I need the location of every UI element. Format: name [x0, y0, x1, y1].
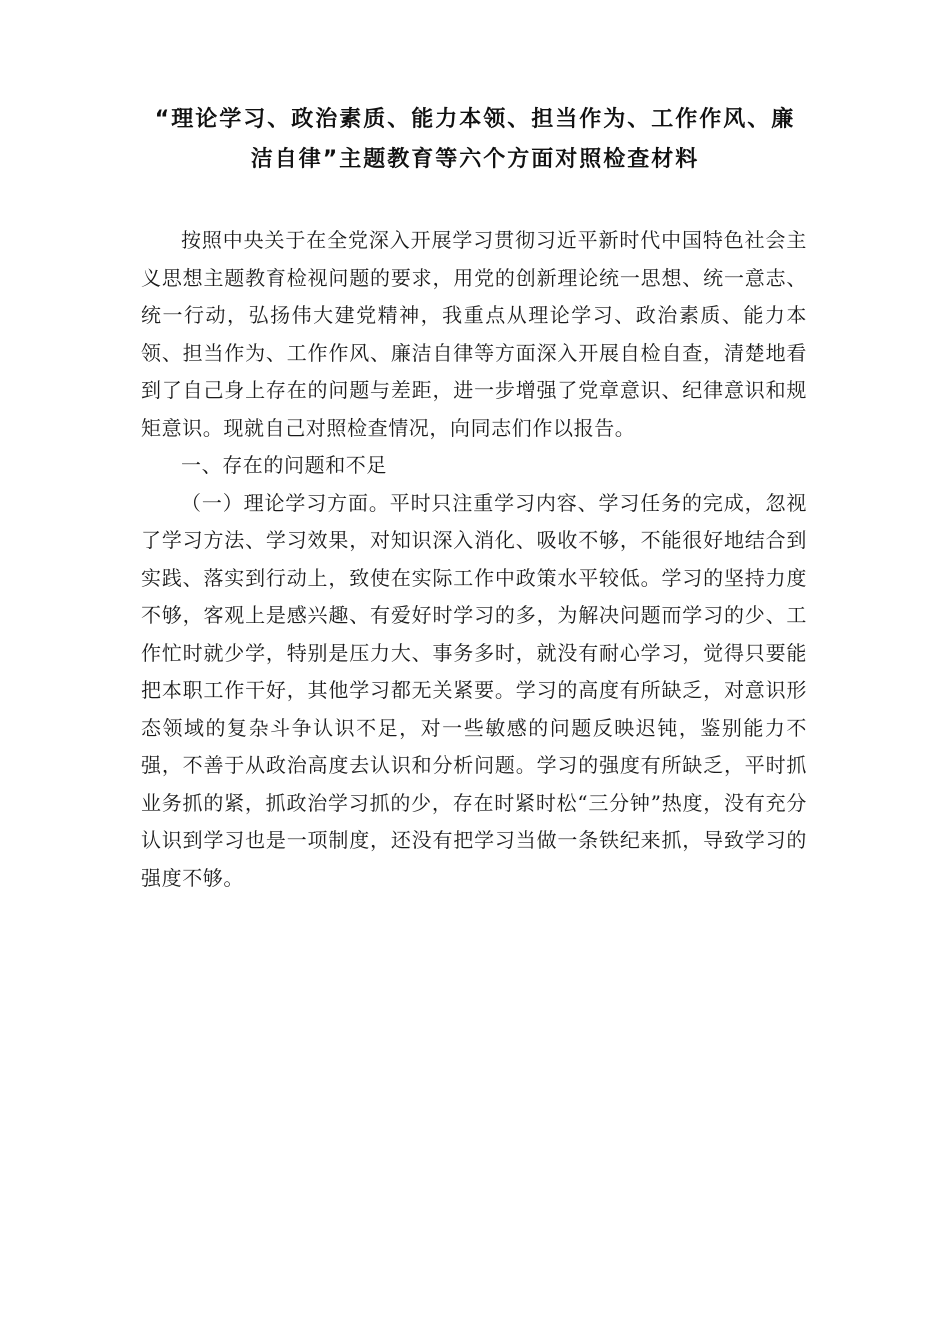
intro-paragraph: 按照中央关于在全党深入开展学习贯彻习近平新时代中国特色社会主义思想主题教育检视问题的要求，用党的创新理论统一思想、统一意志、统一行动，弘扬伟大建党精神，我重点从理论学习、政治素质、能力本领、担当作为、工作作风、廉洁自律等方面深入开展自检自查，清楚地看到了自己身上存在的问题与差距，进一步增强了党章意识、纪律意识和规矩意识。现就自己对照检查情况，向同志们作以报告。: [141, 228, 807, 440]
title-line-1: “理论学习、政治素质、能力本领、担当作为、工作作风、廉: [154, 107, 796, 132]
document-title: [120, 100, 830, 180]
title-line-2: 洁自律”主题教育等六个方面对照检查材料: [250, 147, 700, 172]
subsection-paragraph: （一）理论学习方面。平时只注重学习内容、学习任务的完成，忽视了学习方法、学习效果，对知识深入消化、吸收不够，不能很好地结合到实践、落实到行动上，致使在实际工作中政策水平较低。学习的坚持力度不够，客观上是感兴趣、有爱好时学习的多，为解决问题而学习的少、工作忙时就少学，特别是压力大、事务多时，就没有耐心学习，觉得只要能把本职工作干好，其他学习都无关紧要。学习的高度有所缺乏，对意识形态领域的复杂斗争认识不足，对一些敏感的问题反映迟钝，鉴别能力不强，不善于从政治高度去认识和分析问题。学习的强度有所缺乏，平时抓业务抓的紧，抓政治学习抓的少，存在时紧时松“三分钟”热度，没有充分认识到学习也是一项制度，还没有把学习当做一条铁纪来抓，导致学习的强度不够。: [141, 490, 807, 890]
section-heading: 一、存在的问题和不足: [181, 453, 387, 477]
document-body: [141, 222, 807, 897]
